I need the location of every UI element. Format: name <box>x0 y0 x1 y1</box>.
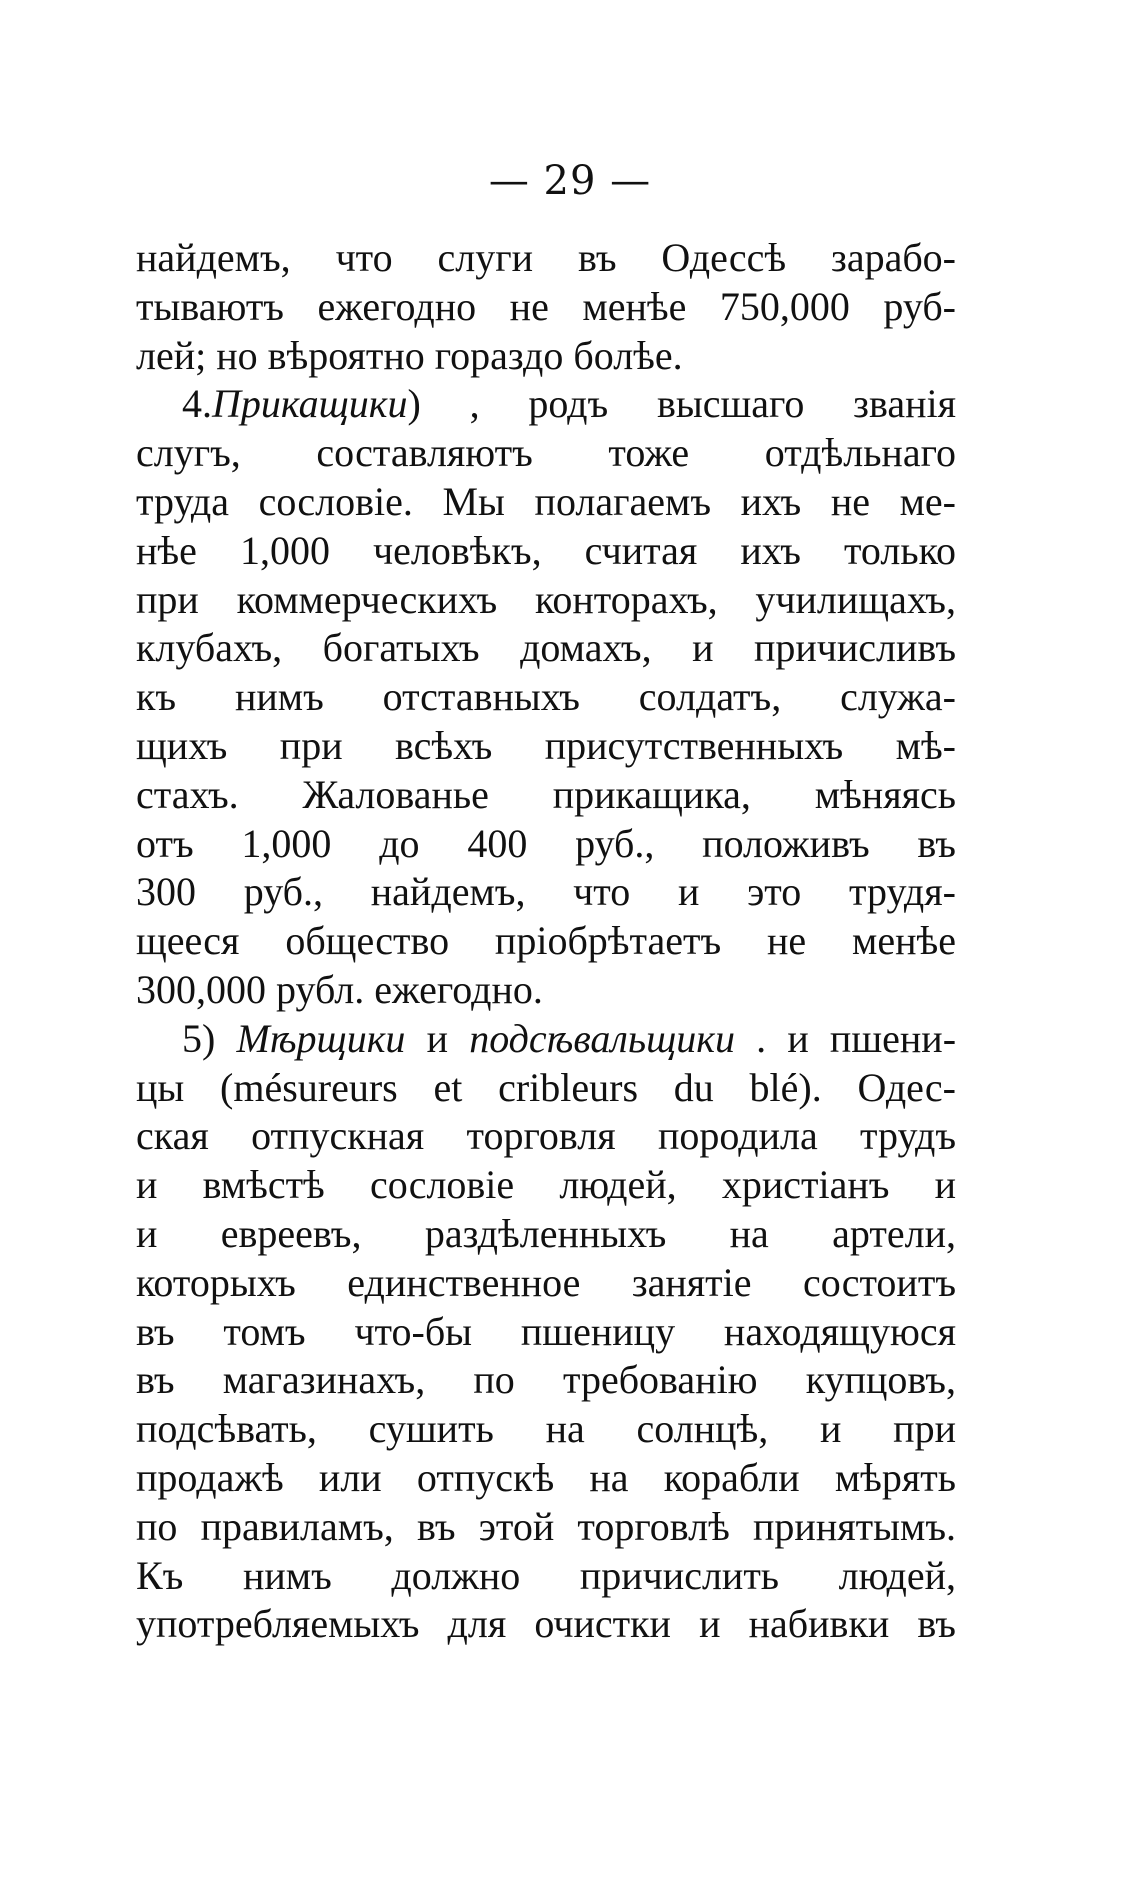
paragraph-4-term: Прикащики <box>212 381 408 427</box>
text-line: по правиламъ, въ этой торговлѣ принятымъ. <box>136 1503 956 1549</box>
paragraph-4-number: 4. <box>182 381 212 427</box>
text-line: клубахъ, богатыхъ домахъ, и причисливъ <box>136 625 956 671</box>
text-line: ская отпускная торговля породила трудъ <box>136 1113 956 1159</box>
text-line: щихъ при всѣхъ присутственныхъ мѣ- <box>136 722 956 768</box>
paragraph-5-first-line: 5) Мѣрщики и подсѣвальщики . и пшени- <box>182 1015 956 1061</box>
text-line: тываютъ ежегодно не менѣе 750,000 руб- <box>136 283 956 329</box>
body-text <box>136 234 956 1649</box>
page-number: — 29 — <box>488 158 652 204</box>
paragraph-5-term-2: подсѣвальщики <box>469 1015 735 1061</box>
text-line: и евреевъ, раздѣленныхъ на артели, <box>136 1210 956 1256</box>
text-line: слугъ, составляютъ тоже отдѣльнаго <box>136 430 956 476</box>
text-line: найдемъ, что слуги въ Одессѣ зарабо- <box>136 235 956 280</box>
paragraph-5-rest: . и пшени- <box>756 1015 956 1061</box>
paragraph-5-term-1: Мѣрщики <box>236 1015 406 1061</box>
text-line: нѣе 1,000 человѣкъ, считая ихъ только <box>136 527 956 573</box>
text-line: Къ нимъ должно причислить людей, <box>136 1552 956 1598</box>
text-line: цы (mésureurs et cribleurs du blé). Одес- <box>136 1064 956 1110</box>
text-line: труда сословіе. Мы полагаемъ ихъ не ме- <box>136 478 956 524</box>
text-line: щееся общество пріобрѣтаетъ не менѣе <box>136 918 956 964</box>
text-line: употребляемыхъ для очистки и набивки въ <box>136 1601 956 1647</box>
text-line: продажѣ или отпускѣ на корабли мѣрять <box>136 1454 956 1500</box>
text-line: и вмѣстѣ сословіе людей, христіанъ и <box>136 1162 956 1208</box>
text-line: при коммерческихъ конторахъ, училищахъ, <box>136 576 956 622</box>
text-line: отъ 1,000 до 400 руб., положивъ въ <box>136 820 956 866</box>
text-line: 300 руб., найдемъ, что и это трудя- <box>136 869 956 915</box>
paragraph-4-first-line <box>136 380 956 429</box>
text-line: къ нимъ отставныхъ солдатъ, служа- <box>136 674 956 720</box>
paragraph-4-rest: ) , родъ высшаго званія <box>407 381 956 427</box>
text-line: которыхъ единственное занятіе состоитъ <box>136 1259 956 1305</box>
text-line: въ томъ что-бы пшеницу находящуюся <box>136 1308 956 1354</box>
text-line: въ магазинахъ, по требованію купцовъ, <box>136 1357 956 1403</box>
text-line: 300,000 рубл. ежегодно. <box>136 966 543 1012</box>
paragraph-5-number: 5) <box>182 1015 216 1061</box>
text-line: стахъ. Жалованье прикащика, мѣняясь <box>136 771 956 817</box>
text-line: лей; но вѣроятно гораздо болѣе. <box>136 332 683 378</box>
text-line: подсѣвать, сушить на солнцѣ, и при <box>136 1406 956 1452</box>
